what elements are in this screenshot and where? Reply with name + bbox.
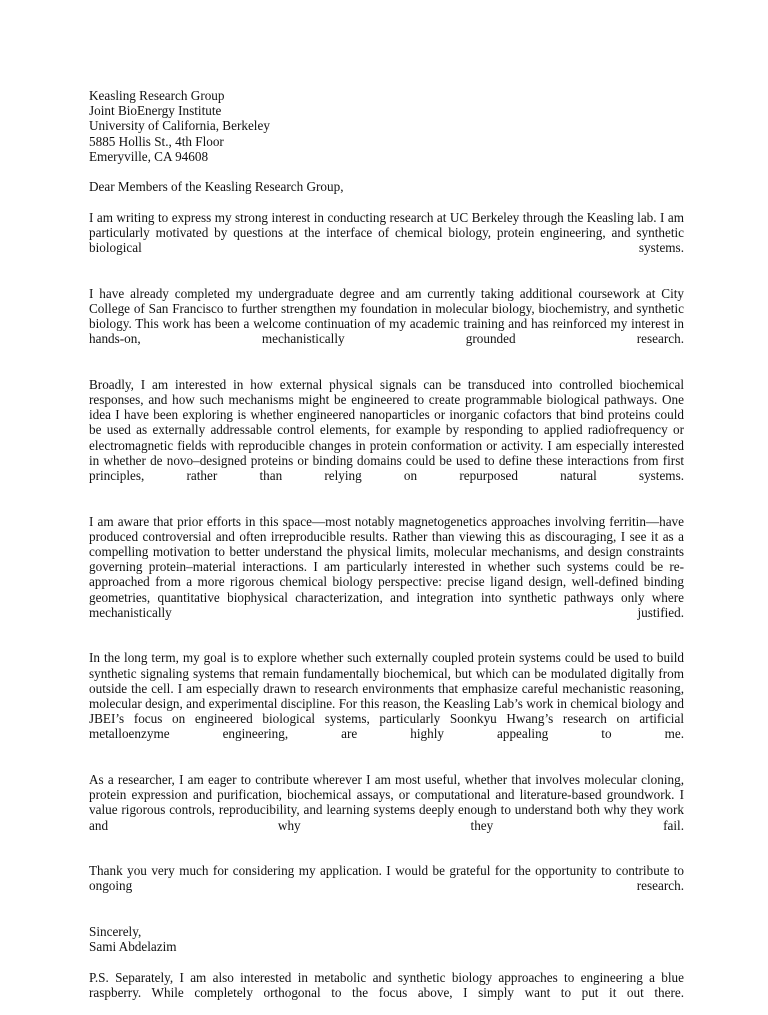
address-line-city-state-zip: Emeryville, CA 94608 (89, 148, 209, 164)
body-paragraph-4: I am aware that prior efforts in this space—most notably magnetogenetics approaches involving ferritin—have produced controversial and often irreproducible results. Rather than viewing this as discouraging, I see it as a compelling motivation to better understand the physical limits, molecular mechanisms, and design constraints governing protein–material interactions. I am particularly interested in whether such systems could be re-approached from a more rigorous chemical biology perspective: precise ligand design, well-defined binding geometries, quantitative biophysical characterization, and integration into synthetic pathways only where mechanistically justified. (89, 513, 684, 620)
signer-name: Sami Abdelazim (89, 939, 177, 955)
body-paragraph-1: I am writing to express my strong interest in conducting research at UC Berkeley through the Keasling lab. I am particularly motivated by questions at the interface of chemical biology, protein engineering, and synthetic biological systems. (89, 209, 684, 255)
salutation: Dear Members of the Keasling Research Group, (89, 179, 344, 195)
closing-block (89, 924, 684, 954)
postscript: P.S. Separately, I am also interested in metabolic and synthetic biology approaches to engineering a blue raspberry. While completely orthogonal to the focus above, I simply want to put it out there. (89, 969, 684, 1000)
address-line-university: University of California, Berkeley (89, 118, 270, 134)
address-line-organization: Keasling Research Group (89, 88, 225, 103)
body-paragraph-6: As a researcher, I am eager to contribute wherever I am most useful, whether that involves molecular cloning, protein expression and purification, biochemical assays, or computational and literature-based groundwork. I value rigorous controls, reproducibility, and learning systems deeply enough to understand both why they work and why they fail. (89, 772, 684, 833)
body-paragraph-2: I have already completed my undergraduate degree and am currently taking additional coursework at City College of San Francisco to further strengthen my foundation in molecular biology, biochemistry, and synthetic biology. This work has been a welcome continuation of my academic training and has reinforced my interest in hands-on, mechanistically grounded research. (89, 285, 684, 347)
valediction: Sincerely, (89, 924, 142, 940)
body-paragraph-7: Thank you very much for considering my application. I would be grateful for the opportunity to contribute to ongoing research. (89, 863, 684, 894)
body-paragraph-3: Broadly, I am interested in how external physical signals can be transduced into controlled biochemical responses, and how such mechanisms might be engineered to create programmable biological pathways. One idea I have been exploring is whether engineered nanoparticles or inorganic cofactors that bind proteins could be used as externally addressable control elements, for example by responding to applied radiofrequency or electromagnetic fields with reproducible changes in protein conformation or activity. I am especially interested in whether de novo–designed proteins or binding domains could be used to define these interactions from first principles, rather than relying on repurposed natural systems. (89, 376, 684, 484)
address-line-institute: Joint BioEnergy Institute (89, 103, 222, 119)
letter-body (89, 88, 684, 1015)
body-paragraph-5: In the long term, my goal is to explore whether such externally coupled protein systems could be used to build synthetic signaling systems that remain fundamentally biochemical, but which can be modulated digitally from outside the cell. I am especially drawn to research environments that emphasize careful mechanistic reasoning, molecular design, and experimental discipline. For this reason, the Keasling Lab’s work in chemical biology and JBEI’s focus on engineered biological systems, particularly Soonkyu Hwang’s research on artificial metalloenzyme engineering, are highly appealing to me. (89, 650, 684, 742)
address-line-street: 5885 Hollis St., 4th Floor (89, 133, 224, 149)
recipient-address (89, 88, 684, 164)
